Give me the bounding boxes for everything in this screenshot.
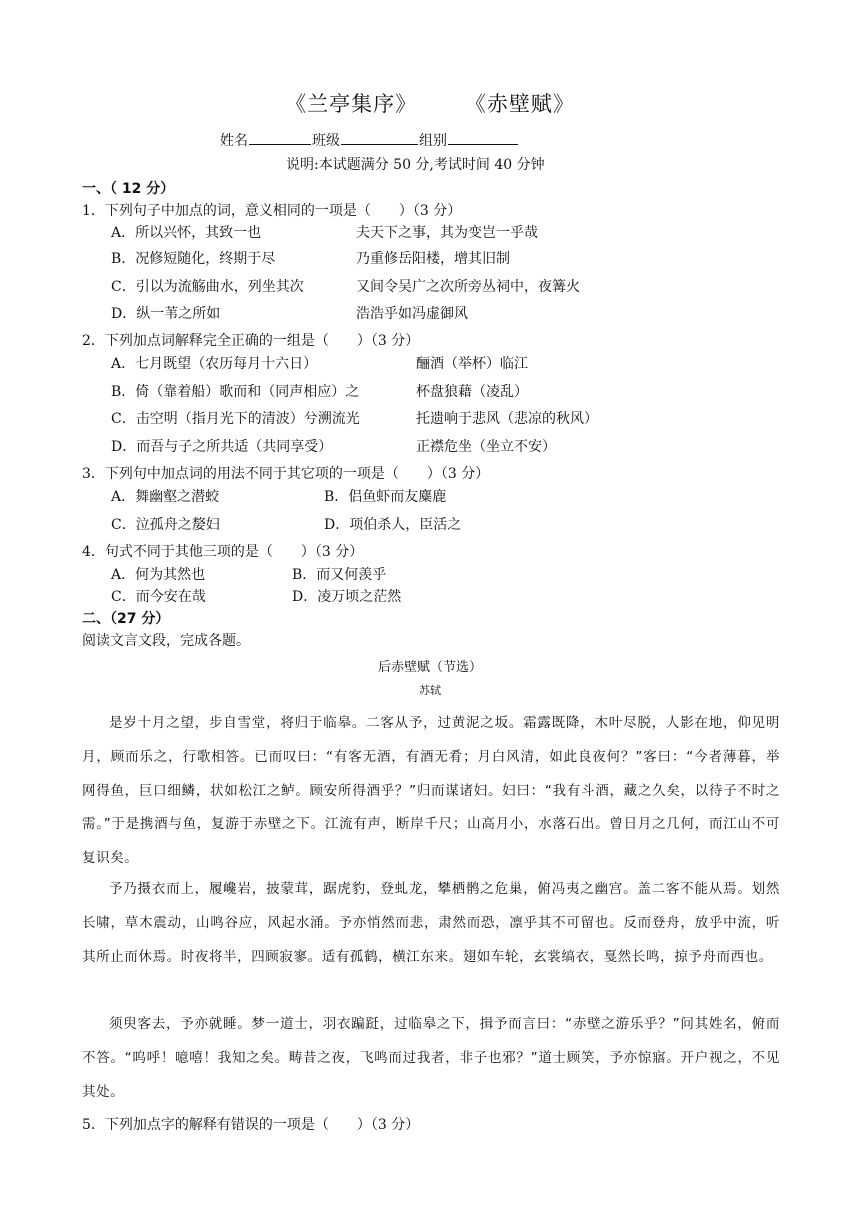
section1-heading: 一、（ 12 分） xyxy=(82,181,175,197)
class-label: 班级 xyxy=(312,133,340,149)
q1-option-d-right: 浩浩乎如冯虚御风 xyxy=(356,306,468,322)
q2-option-a-right: 酾酒（举杯）临江 xyxy=(416,356,528,372)
section2-heading: 二、（27 分） xyxy=(82,611,170,627)
q3-option-c[interactable]: C．泣孤舟之嫠妇 xyxy=(111,517,220,533)
q3-option-d[interactable]: D．项伯杀人，臣活之 xyxy=(324,517,462,533)
q3-stem: 3．下列句中加点词的用法不同于其它项的一项是（ ）（3 分） xyxy=(82,466,490,482)
q2-option-c-left[interactable]: C．击空明（指月光下的清波）兮溯流光 xyxy=(111,411,360,427)
q1-option-a-right: 夫天下之事，其为变岂一乎哉 xyxy=(356,225,538,241)
q1-option-a-left[interactable]: A．所以兴怀，其致一也 xyxy=(111,225,262,241)
group-label: 组别 xyxy=(419,133,447,149)
group-blank[interactable] xyxy=(448,130,518,145)
passage-title: 后赤壁赋（节选） xyxy=(377,660,482,675)
q2-option-d-right: 正襟危坐（坐立不安） xyxy=(416,439,556,455)
title-lanting: 《兰亭集序》 xyxy=(285,92,418,116)
title-chibi: 《赤壁赋》 xyxy=(464,92,575,116)
q4-option-c[interactable]: C．而今安在哉 xyxy=(111,589,206,605)
q2-option-c-right: 托遗响于悲风（悲凉的秋风） xyxy=(416,411,598,427)
q4-option-a[interactable]: A．何为其然也 xyxy=(111,567,206,583)
q3-option-a[interactable]: A．舞幽壑之潜蛟 xyxy=(111,489,220,505)
page-title xyxy=(0,88,860,118)
q2-option-b-right: 杯盘狼藉（凌乱） xyxy=(416,384,528,400)
q2-option-d-left[interactable]: D．而吾与子之所共适（共同享受） xyxy=(111,439,333,455)
q3-option-b[interactable]: B．侣鱼虾而友麋鹿 xyxy=(324,489,447,505)
passage-paragraph-2: 予乃摄衣而上，履巉岩，披蒙茸，踞虎豹，登虬龙，攀栖鹘之危巢，俯冯夷之幽宫。盖二客不能从焉。划然长啸，草木震动，山鸣谷应，风起水涌。予亦悄然而悲，肃然而恐，凛乎其不可留也。反而登舟，放乎中流，听其所止而休焉。时夜将半，四顾寂寥。适有孤鹤，横江东来。翅如车轮，玄裳缟衣，戛然长鸣，掠予舟而西也。 xyxy=(82,881,780,965)
section2-intro: 阅读文言文段，完成各题。 xyxy=(82,633,250,649)
q5-stem: 5．下列加点字的解释有错误的一项是（ ）（3 分） xyxy=(82,1117,420,1133)
q4-stem: 4．句式不同于其他三项的是（ ）（3 分） xyxy=(82,544,364,560)
q4-option-b[interactable]: B．而又何羡乎 xyxy=(292,567,387,583)
class-blank[interactable] xyxy=(341,130,418,145)
name-label: 姓名 xyxy=(220,133,248,149)
q1-option-c-left[interactable]: C．引以为流觞曲水，列坐其次 xyxy=(111,279,304,295)
instructions: 说明:本试题满分 50 分,考试时间 40 分钟 xyxy=(286,157,545,173)
q1-option-d-left[interactable]: D．纵一苇之所如 xyxy=(111,306,221,322)
q1-option-b-left[interactable]: B．况修短随化，终期于尽 xyxy=(111,251,276,267)
q1-stem: 1．下列句子中加点的词，意义相同的一项是（ ）（3 分） xyxy=(82,203,462,219)
q2-option-a-left[interactable]: A．七月既望（农历每月十六日） xyxy=(111,356,318,372)
q2-stem: 2．下列加点词解释完全正确的一组是（ ）（3 分） xyxy=(82,333,420,349)
passage-author: 苏轼 xyxy=(419,684,441,697)
q1-option-b-right: 乃重修岳阳楼，增其旧制 xyxy=(356,251,510,267)
passage-paragraph-1: 是岁十月之望，步自雪堂，将归于临皋。二客从予，过黄泥之坂。霜露既降，木叶尽脱，人影在地，仰见明月，顾而乐之，行歌相答。已而叹曰：“有客无酒，有酒无肴；月白风清，如此良夜何？”客曰：“今者薄暮，举网得鱼，巨口细鳞，状如松江之鲈。顾安所得酒乎？”归而谋诸妇。妇曰：“我有斗酒，藏之久矣，以待子不时之需。”于是携酒与鱼，复游于赤壁之下。江流有声，断岸千尺；山高月小，水落石出。曾日月之几何，而江山不可复识矣。 xyxy=(82,715,780,867)
q2-option-b-left[interactable]: B．倚（靠着船）歌而和（同声相应）之 xyxy=(111,384,360,400)
q4-option-d[interactable]: D．凌万顷之茫然 xyxy=(292,589,402,605)
student-info-line xyxy=(220,130,519,150)
passage-paragraph-3: 须臾客去，予亦就睡。梦一道士，羽衣蹁跹，过临皋之下，揖予而言曰：“赤壁之游乐乎？”问其姓名，俯而不答。“呜呼！噫嘻！我知之矣。畴昔之夜，飞鸣而过我者，非子也邪？”道士顾笑，予亦惊寤。开户视之，不见其处。 xyxy=(82,1016,780,1100)
q1-option-c-right: 又间令吴广之次所旁丛祠中，夜篝火 xyxy=(356,279,580,295)
name-blank[interactable] xyxy=(249,130,311,145)
